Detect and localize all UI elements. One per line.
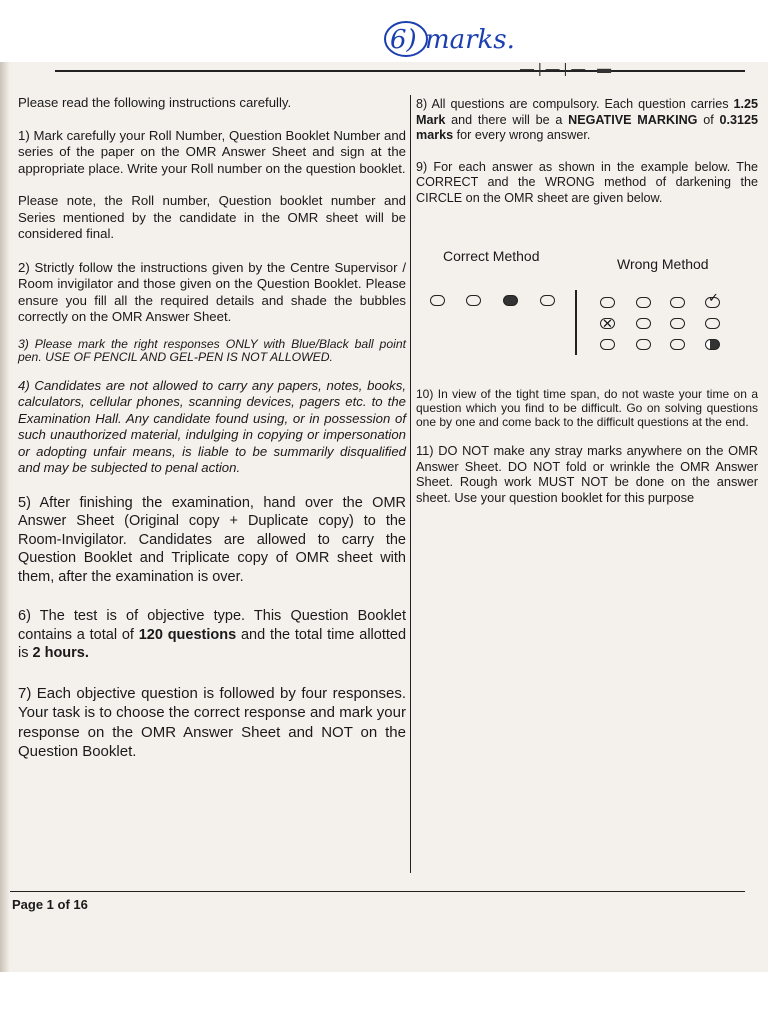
page-number: Page 1 of 16 — [12, 897, 88, 912]
right-column-lower — [416, 387, 758, 505]
instruction-8-text-c: of — [697, 112, 720, 127]
omr-bubble-empty — [600, 339, 615, 350]
omr-bubble-empty — [670, 297, 685, 308]
omr-bubble-empty — [636, 339, 651, 350]
left-column — [18, 95, 406, 762]
wrong-method-label: Wrong Method — [617, 256, 709, 272]
cross-mark-icon: ✕ — [602, 316, 613, 331]
correct-method-label: Correct Method — [443, 248, 540, 264]
instruction-7: 7) Each objective question is followed by four responses. Your task is to choose the correct response and mark your response on the OMR Answer Sheet and NOT on the Question Booklet. — [18, 684, 406, 760]
omr-bubble-empty — [466, 295, 481, 306]
footer-rule — [10, 891, 745, 892]
instruction-6-questions: 120 questions — [138, 626, 237, 643]
instruction-8-text-d: for every wrong answer. — [453, 128, 591, 142]
paper-edge-shadow — [0, 62, 10, 972]
header-rule — [55, 70, 745, 72]
instruction-4: 4) Candidates are not allowed to carry any papers, notes, books, calculators, cellular phones, scanning devices, pagers etc. to the Examination Hall. Any candidate found using, or in possession of such unauthorized material, indulging in copying or impersonation or adopting unfair means, is liable to be summarily disqualified and may be subjected to penal action. — [18, 377, 406, 475]
instruction-8-text-b: and there will be a — [445, 112, 569, 127]
omr-bubble-empty — [540, 295, 555, 306]
instruction-6 — [18, 607, 406, 663]
instruction-8-negative: NEGATIVE MARKING — [568, 112, 698, 127]
omr-bubble-half-filled — [705, 339, 720, 350]
omr-bubble-empty — [430, 295, 445, 306]
instruction-6-text-b: and the total time allotted is — [18, 626, 407, 661]
intro-text: Please read the following instructions carefully. — [18, 95, 292, 110]
omr-bubble-empty — [636, 297, 651, 308]
omr-bubble-empty — [600, 297, 615, 308]
instruction-10: 10) In view of the tight time span, do not waste your time on a question which you find to be difficult. Go on solving questions one by one and come back to the difficult questions at the end. — [416, 387, 758, 429]
instruction-2: 2) Strictly follow the instructions given by the Centre Supervisor / Room invigilator and those given on the Question Booklet. Please ensure you fill all the required details and shade the bubbles correctly on the OMR Answer Sheet. — [18, 259, 406, 324]
omr-bubble-empty — [670, 318, 685, 329]
instruction-6-text-a: 6) The test is of objective type. This Question Booklet contains a total of — [18, 608, 406, 643]
omr-bubble-empty — [670, 339, 685, 350]
instruction-3-text: 3) Please mark the right responses ONLY with Blue/Black ball point pen. — [18, 336, 406, 364]
instruction-8 — [416, 97, 758, 144]
instruction-5: 5) After finishing the examination, hand over the OMR Answer Sheet (Original copy + Duplicate copy) to the Room-Invigilator. Candidates are allowed to carry the Question Booklet and Triplicate copy of OMR sheet with them, after the examination is over. — [18, 494, 406, 585]
instruction-1: 1) Mark carefully your Roll Number, Question Booklet Number and series of the paper on the OMR Answer Sheet and sign at the appropriate place. Write your Roll number on the question booklet. — [18, 127, 406, 176]
omr-bubble-filled — [503, 295, 518, 306]
roll-number-note: Please note, the Roll number, Question booklet number and Series mentioned by the candidate in the OMR sheet will be considered final. — [18, 193, 406, 241]
handwritten-note — [378, 18, 618, 63]
header-ticks: —|—|— ▬ — [520, 60, 616, 76]
tick-mark-icon: ✓ — [708, 290, 719, 305]
omr-bubble-empty — [636, 318, 651, 329]
instruction-6-time: 2 hours. — [32, 645, 89, 661]
instruction-8-text-a: 8) All questions are compulsory. Each question carries — [416, 97, 734, 111]
instruction-3-warning: USE OF PENCIL AND GEL-PEN IS NOT ALLOWED. — [45, 349, 333, 364]
instruction-11: 11) DO NOT make any stray marks anywhere on the OMR Answer Sheet. DO NOT fold or wrinkle the OMR Answer Sheet. Rough work MUST NOT be done on the answer sheet. Use your question booklet for this purpose — [416, 443, 758, 505]
right-column — [416, 97, 758, 206]
instruction-9: 9) For each answer as shown in the example below. The CORRECT and the WRONG method of darkening the CIRCLE on the OMR sheet are given below. — [416, 159, 758, 205]
omr-bubble-empty — [705, 318, 720, 329]
handwritten-note-text: 6) marks. — [390, 25, 515, 55]
instruction-3 — [18, 338, 406, 364]
instruction-8-mark: 1.25 Mark — [416, 97, 758, 127]
column-divider — [410, 95, 411, 873]
instruction-8-penalty: 0.3125 marks — [416, 112, 758, 142]
method-separator — [575, 290, 577, 355]
